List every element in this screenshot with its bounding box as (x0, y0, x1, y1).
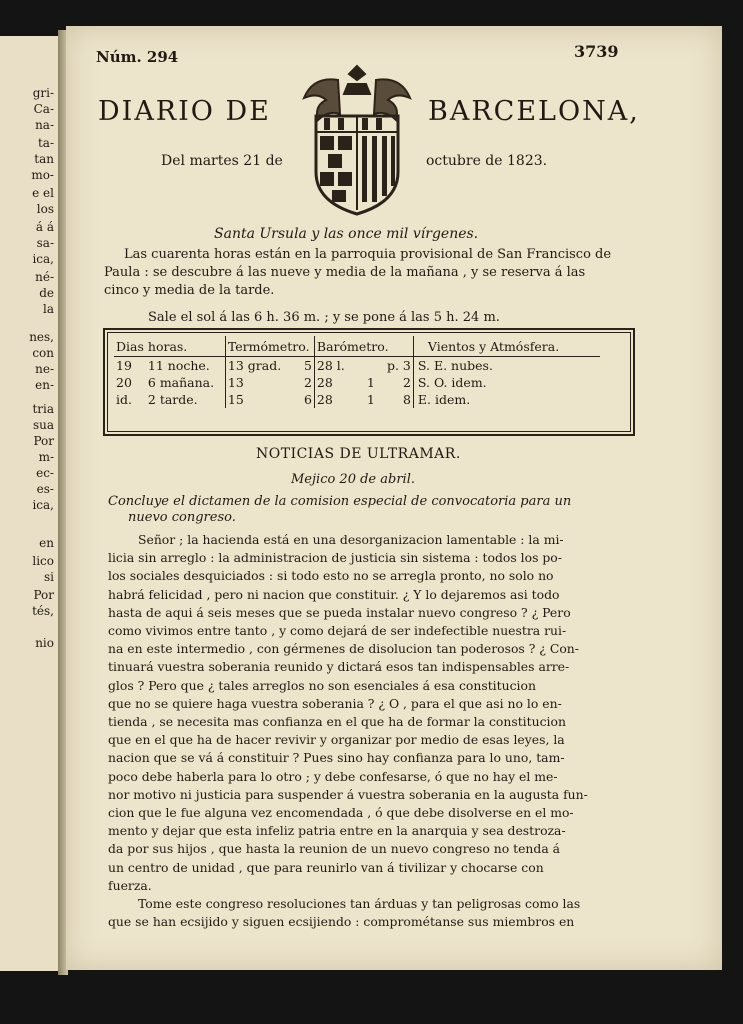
dateline-place: Mejico 20 de abril. (291, 472, 415, 487)
weather-cell-viento: S. O. idem. (417, 375, 487, 390)
body-line: los sociales desquiciados : si todo esto no se arregla pronto, no solo no (108, 568, 554, 584)
left-page-text-fragment: ec- (36, 466, 54, 480)
weather-cell-term2: 2 (300, 374, 315, 391)
body-line: nacion que se vá á constituir ? Pues sino hay confianza para lo uno, tam- (108, 750, 565, 766)
weather-row (114, 357, 600, 375)
weather-cell-bar3: p. 3 (385, 357, 414, 375)
weather-cell-bar1: 28 l. (316, 358, 345, 373)
body-line: nor motivo ni justicia para suspender á vuestra soberania en la augusta fun- (108, 786, 588, 802)
left-page-text-fragment: sa- (36, 236, 54, 250)
body-line: habrá felicidad , pero ni nacion que constituir. ¿ Y lo dejaremos asi todo (108, 586, 560, 602)
newspaper-page (66, 26, 722, 970)
left-page-text-fragment: gri- (32, 86, 54, 100)
article-lead (108, 494, 571, 526)
left-page-text-fragment: en- (35, 378, 54, 392)
masthead-title-right: BARCELONA, (428, 96, 640, 127)
saint-of-the-day: Santa Ursula y las once mil vírgenes. (214, 226, 479, 242)
weather-row (114, 374, 600, 391)
lead-line: Concluye el dictamen de la comision especial de convocatoria para un (108, 494, 572, 509)
left-page-text-fragment: Por (33, 588, 54, 602)
body-line: tinuará vuestra soberania reunido y dictará esos tan indispensables arre- (108, 659, 570, 675)
body-line: fuerza. (108, 877, 152, 893)
left-page-text-fragment: Por (33, 434, 54, 448)
weather-cell-dia: 19 (116, 358, 132, 373)
body-line: poco debe haberla para lo otro ; y debe confesarse, ó que no hay el me- (108, 768, 558, 784)
left-page-text-fragment: tan (34, 152, 54, 166)
body-line: tienda , se necesita mas confianza en el que ha de formar la constitucion (108, 714, 566, 730)
body-line: que se han ecsijido y siguen ecsijiendo : comprométanse sus miembros en (108, 914, 575, 930)
weather-cell-bar2 (357, 357, 385, 375)
col-termometro: Termómetro. (225, 336, 314, 357)
left-page-text-fragment: e el (32, 186, 54, 200)
left-page-text-fragment: ica, (32, 252, 54, 266)
left-page-text-fragment: tria (32, 402, 54, 416)
col-barometro: Barómetro. (314, 336, 413, 357)
weather-cell-term2: 6 (300, 391, 315, 408)
lead-line: nuevo congreso. (128, 510, 236, 525)
body-line: da por sus hijos , que hasta la reunion de un nuevo congreso no tenda á (108, 841, 561, 857)
weather-cell-bar2: 1 (366, 375, 375, 390)
date-line-right: octubre de 1823. (426, 153, 548, 169)
left-page-text-fragment: né- (35, 270, 54, 284)
left-page-text-fragment: Ca- (33, 102, 54, 116)
weather-cell-hora: 11 noche. (146, 357, 226, 375)
weather-cell-bar2: 1 (366, 392, 375, 407)
weather-cell-hora: 2 tarde. (146, 391, 226, 408)
date-line-left: Del martes 21 de (161, 153, 283, 169)
notice-line: Paula : se descubre á las nueve y media de la mañana , y se reserva á las (104, 265, 586, 280)
left-page-text-fragment: si (44, 570, 54, 584)
notice-line: cinco y media de la tarde. (104, 283, 275, 298)
left-page-text-fragment: nio (35, 636, 54, 650)
left-page-text-fragment: nes, (29, 330, 54, 344)
masthead-title-left: DIARIO DE (98, 96, 271, 127)
coat-of-arms-icon (298, 60, 416, 220)
weather-cell-bar3: 8 (385, 391, 414, 408)
weather-cell-bar1: 28 (316, 375, 333, 390)
left-page-text-fragment: en (39, 536, 54, 550)
left-page-text-fragment: ne- (35, 362, 54, 376)
weather-cell-viento: S. E. nubes. (417, 358, 493, 373)
col-vientos: Vientos y Atmósfera. (413, 336, 600, 357)
left-page-text-fragment: lico (32, 554, 54, 568)
section-title: NOTICIAS DE ULTRAMAR. (256, 446, 461, 462)
weather-cell-bar1: 28 (316, 392, 333, 407)
body-line: Señor ; la hacienda está en una desorganizacion lamentable : la mi- (138, 532, 564, 547)
col-dias: Dias (114, 336, 146, 357)
left-page-text-fragment: na- (35, 118, 54, 132)
left-page-text-fragment: ta- (37, 136, 54, 150)
body-line: que en el que ha de hacer revivir y organizar por medio de esas leyes, la (108, 732, 565, 748)
forty-hours-notice (104, 246, 611, 300)
sunrise-sunset: Sale el sol á las 6 h. 36 m. ; y se pone á las 5 h. 24 m. (148, 310, 500, 325)
body-line: mento y dejar que esta infeliz patria entre en la anarquia y sea destroza- (108, 823, 566, 839)
left-page-text-fragment: es- (36, 482, 54, 496)
body-line: que no se quiere haga vuestra soberania ? ¿ O , para el que asi no lo en- (108, 695, 562, 711)
weather-cell-viento: E. idem. (417, 392, 471, 407)
weather-cell-hora: 6 mañana. (146, 374, 226, 391)
body-line: cion que le fue alguna vez encomendada , ó que debe disolverse en el mo- (108, 805, 574, 821)
body-line: Tome este congreso resoluciones tan árduas y tan peligrosas como las (138, 896, 581, 912)
left-page-text-fragment: la (43, 302, 54, 316)
body-line: glos ? Pero que ¿ tales arreglos no son esenciales á esa constitucion (108, 677, 536, 693)
body-line: na en este intermedio , con gérmenes de disolucion tan poderosos ? ¿ Con- (108, 641, 579, 657)
article-body (108, 531, 588, 931)
weather-cell-term: 13 (227, 375, 244, 390)
body-line: como vivimos entre tanto , y como dejará de ser indefectible nuestra rui- (108, 623, 567, 639)
left-page-text-fragment: de (39, 286, 54, 300)
col-horas: horas. (146, 336, 226, 357)
issue-number: Núm. 294 (96, 48, 179, 66)
left-page-text-fragment: m- (38, 450, 54, 464)
weather-cell-bar3: 2 (385, 374, 414, 391)
weather-cell-dia: id. (116, 392, 132, 407)
body-line: hasta de aqui á seis meses que se pueda instalar nuevo congreso ? ¿ Pero (108, 604, 571, 620)
left-page-text-fragment: ica, (32, 498, 54, 512)
notice-line: Las cuarenta horas están en la parroquia provisional de San Francisco de (124, 247, 612, 262)
left-page-fragment (0, 36, 62, 971)
body-line: un centro de unidad , que para reunirlo van á tivilizar y chocarse con (108, 859, 544, 875)
left-page-text-fragment: con (32, 346, 54, 360)
weather-cell-term2: 5 (300, 357, 315, 375)
weather-cell-term: 13 grad. (227, 358, 282, 373)
weather-cell-dia: 20 (116, 375, 132, 390)
left-page-text-fragment: mo- (31, 168, 54, 182)
weather-table (114, 336, 600, 408)
weather-cell-term: 15 (227, 392, 244, 407)
body-line: licia sin arreglo : la administracion de justicia sin sistema : todos los po- (108, 550, 562, 566)
weather-table-box (104, 329, 634, 435)
left-page-text-fragment: los (36, 202, 54, 216)
left-page-text-fragment: sua (32, 418, 54, 432)
left-page-text-fragment: tés, (32, 604, 54, 618)
page-number: 3739 (574, 42, 619, 61)
weather-header-row (114, 336, 600, 357)
weather-row (114, 391, 600, 408)
left-page-text-fragment: á á (35, 220, 54, 234)
